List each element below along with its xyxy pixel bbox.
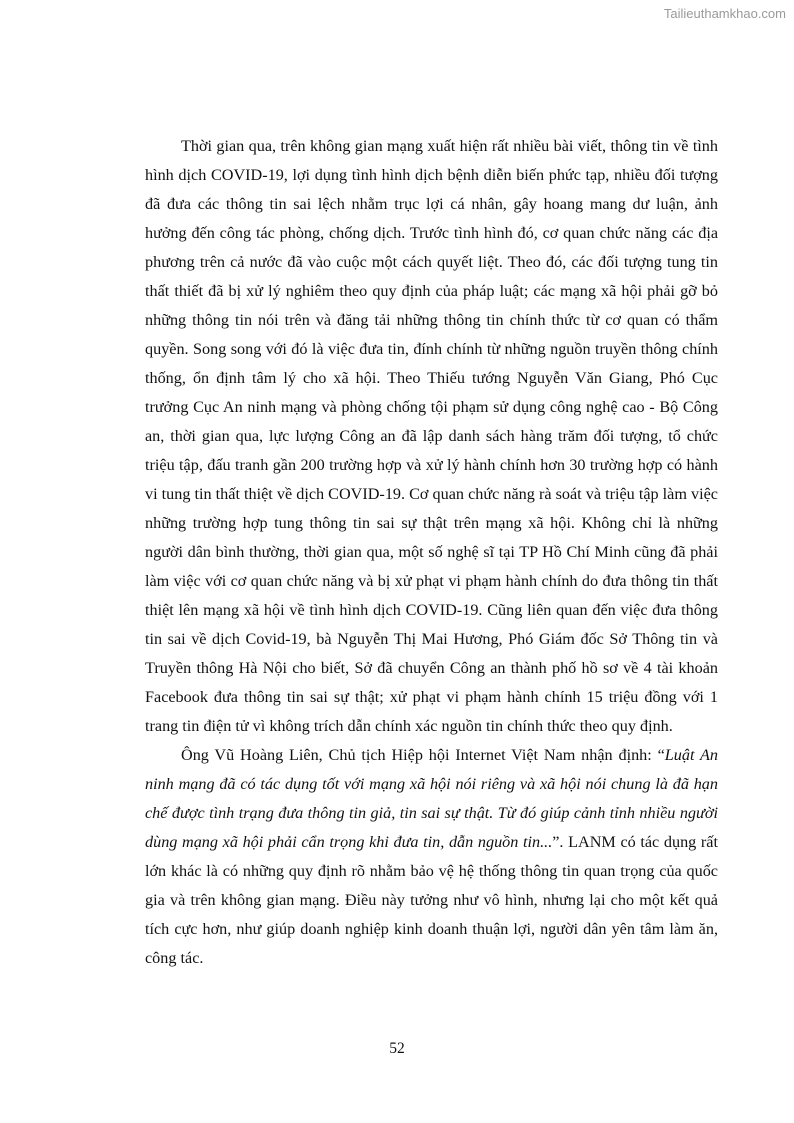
document-body <box>145 132 718 973</box>
page-number: 52 <box>389 1040 405 1057</box>
paragraph-cybersecurity-law <box>145 741 718 973</box>
quote-italic: Luật An ninh mạng đã có tác dụng tốt với mạng xã hội nói riêng và xã hội nói chung là đã hạn chế được tình trạng đưa thông tin giả, tin sai sự thật. Từ đó giúp cảnh tỉnh nhiều người dùng mạng xã hội phải cẩn trọng khi đưa tin, dẫn nguồn tin... <box>145 746 718 851</box>
quote-lead: Ông Vũ Hoàng Liên, Chủ tịch Hiệp hội Internet Việt Nam nhận định: “ <box>181 746 665 764</box>
watermark-text: Tailieuthamkhao.com <box>663 6 786 21</box>
quote-tail: ”. LANM có tác dụng rất lớn khác là có những quy định rõ nhằm bảo vệ hệ thống thông tin quan trọng của quốc gia và trên không gian mạng. Điều này tưởng như vô hình, nhưng lại cho một kết quả tích cực hơn, như giúp doanh nghiệp kinh doanh thuận lợi, người dân yên tâm làm ăn, công tác. <box>145 833 718 967</box>
paragraph-covid-misinformation: Thời gian qua, trên không gian mạng xuất hiện rất nhiều bài viết, thông tin về tình hình dịch COVID-19, lợi dụng tình hình dịch bệnh diễn biến phức tạp, nhiều đối tượng đã đưa các thông tin sai lệch nhằm trục lợi cá nhân, gây hoang mang dư luận, ảnh hưởng đến công tác phòng, chống dịch. Trước tình hình đó, cơ quan chức năng các địa phương trên cả nước đã vào cuộc một cách quyết liệt. Theo đó, các đối tượng tung tin thất thiết đã bị xử lý nghiêm theo quy định của pháp luật; các mạng xã hội phải gỡ bỏ những thông tin nói trên và đăng tải những thông tin chính thức từ cơ quan có thẩm quyền. Song song với đó là việc đưa tin, đính chính từ những nguồn truyền thông chính thống, ổn định tâm lý cho xã hội. Theo Thiếu tướng Nguyễn Văn Giang, Phó Cục trưởng Cục An ninh mạng và phòng chống tội phạm sử dụng công nghệ cao - Bộ Công an, thời gian qua, lực lượng Công an đã lập danh sách hàng trăm đối tượng, tổ chức triệu tập, đấu tranh gần 200 trường hợp và xử lý hành chính hơn 30 trường hợp có hành vi tung tin thất thiệt về dịch COVID-19. Cơ quan chức năng rà soát và triệu tập làm việc những trường hợp tung thông tin sai sự thật trên mạng xã hội. Không chỉ là những người dân bình thường, thời gian qua, một số nghệ sĩ tại TP Hồ Chí Minh cũng đã phải làm việc với cơ quan chức năng và bị xử phạt vi phạm hành chính do đưa thông tin thất thiệt lên mạng xã hội về tình hình dịch COVID-19. Cũng liên quan đến việc đưa thông tin sai về dịch Covid-19, bà Nguyễn Thị Mai Hương, Phó Giám đốc Sở Thông tin và Truyền thông Hà Nội cho biết, Sở đã chuyển Công an thành phố hồ sơ về 4 tài khoản Facebook đưa thông tin sai sự thật; xử phạt vi phạm hành chính 15 triệu đồng với 1 trang tin điện tử vì không trích dẫn chính xác nguồn tin chính thức theo quy định. <box>145 137 718 735</box>
